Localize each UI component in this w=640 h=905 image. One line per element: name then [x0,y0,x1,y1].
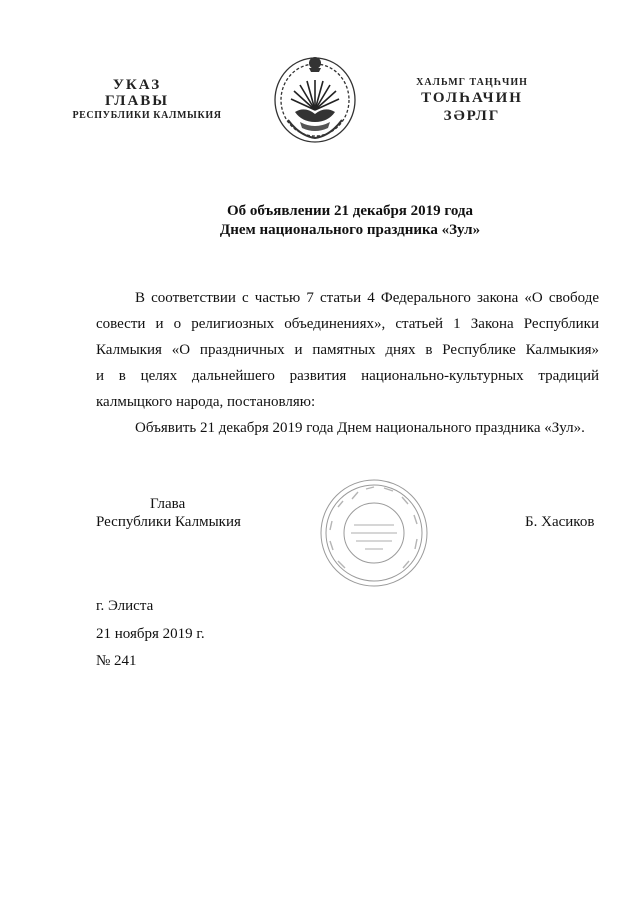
document-title-line1: Об объявлении 21 декабря 2019 года [226,203,474,219]
issue-date: 21 ноября 2019 г. [96,626,205,642]
issue-city: г. Элиста [96,598,154,614]
header-left-line3: РЕСПУБЛИКИ КАЛМЫКИЯ [72,110,222,121]
header-left-line2: ГЛАВЫ [104,93,170,109]
body-line-5: калмыцкого народа, постановляю: [96,394,316,410]
body-decree-line: Объявить 21 декабря 2019 года Днем национального праздника «Зул». [135,420,585,436]
coat-of-arms-kalmykia-icon [270,50,360,146]
body-line-1: В соответствии с частью 7 статьи 4 Федерального закона «О свободе [135,290,599,306]
decree-number: № 241 [96,653,137,669]
signatory-name: Б. Хасиков [525,514,595,530]
header-left-line1: УКАЗ [112,77,162,93]
body-line-2: совести и о религиозных объединениях», статьей 1 Закона Республики [96,316,599,332]
document-title-line2: Днем национального праздника «Зул» [219,222,481,238]
body-line-3: Калмыкия «О праздничных и памятных днях в Республике Калмыкия» [96,342,599,358]
body-line-4: и в целях дальнейшего развития национально-культурных традиций [96,368,599,384]
header-right-line2: ТОЛҺАЧИН [421,90,523,106]
signature-title-line2: Республики Калмыкия [96,514,241,530]
official-stamp-icon [318,477,430,589]
header-right-line3: ЗӘРЛГ [443,108,501,124]
header-right-line1: ХАЛЬМГ ТАҢҺЧИН [416,77,528,88]
signature-title-line1: Глава [150,496,186,512]
